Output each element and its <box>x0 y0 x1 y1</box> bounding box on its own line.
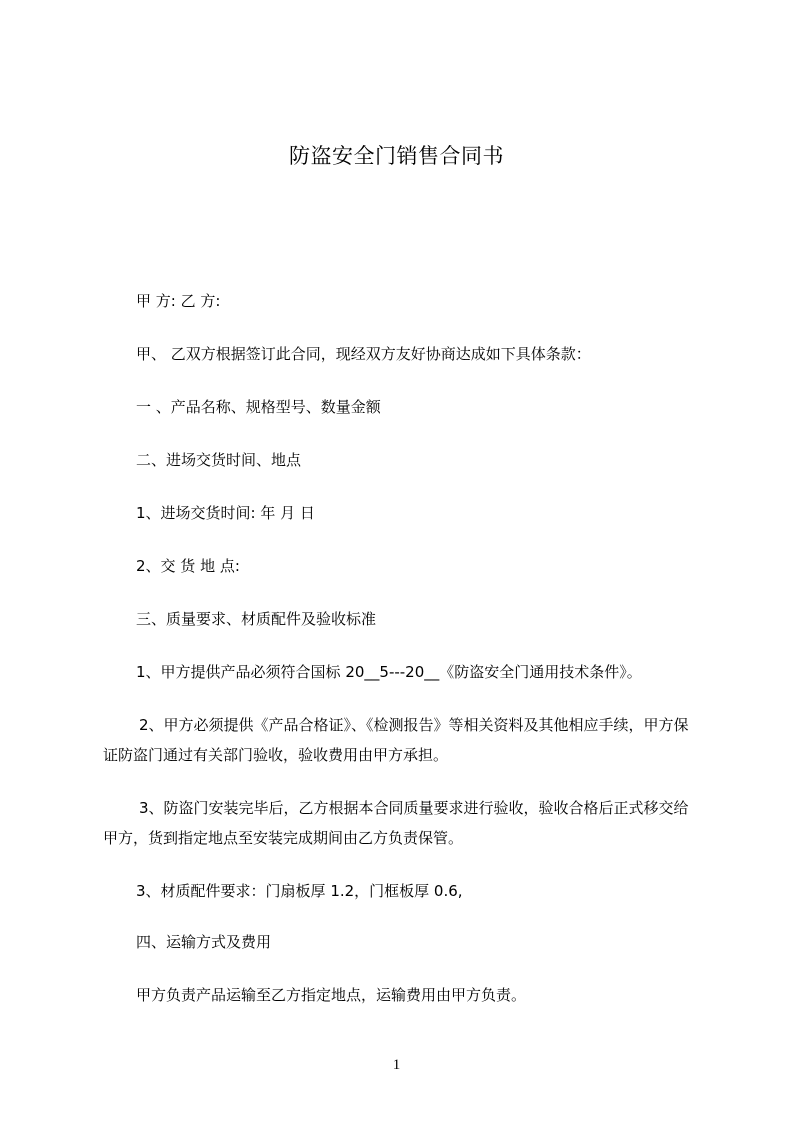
certificates-paragraph: 2、甲方必须提供《产品合格证》、《检测报告》等相关资料及其他相应手续，甲方保证防盗门通过有关部门验收，验收费用由甲方承担。 <box>103 716 689 764</box>
intro-line: 甲、 乙双方根据签订此合同，现经双方友好协商达成如下具体条款： <box>136 345 591 363</box>
section-4-heading: 四、运输方式及费用 <box>136 933 272 951</box>
acceptance-paragraph: 3、防盗门安装完毕后，乙方根据本合同质量要求进行验收，验收合格后正式移交给甲方，货到指定地点至安装完成期间由乙方负责保管。 <box>103 799 689 847</box>
delivery-time-line: 1、进场交货时间: 年 月 日 <box>136 504 315 522</box>
section-3-heading: 三、质量要求、材质配件及验收标准 <box>136 610 377 628</box>
parties-line: 甲 方: 乙 方: <box>136 292 221 310</box>
quality-standard-line: 1、甲方提供产品必须符合国标 20__5---20__《防盗安全门通用技术条件》。 <box>136 663 642 681</box>
section-2-heading: 二、进场交货时间、地点 <box>136 451 302 469</box>
page-number: 1 <box>392 1057 401 1073</box>
document-title: 防盗安全门销售合同书 <box>289 144 504 168</box>
section-1-heading: 一 、产品名称、规格型号、数量金额 <box>136 398 381 416</box>
material-line: 3、材质配件要求：门扇板厚 1.2，门框板厚 0.6, <box>136 882 463 900</box>
delivery-place-line: 2、交 货 地 点: <box>136 557 240 575</box>
transport-line: 甲方负责产品运输至乙方指定地点，运输费用由甲方负责。 <box>136 986 527 1004</box>
